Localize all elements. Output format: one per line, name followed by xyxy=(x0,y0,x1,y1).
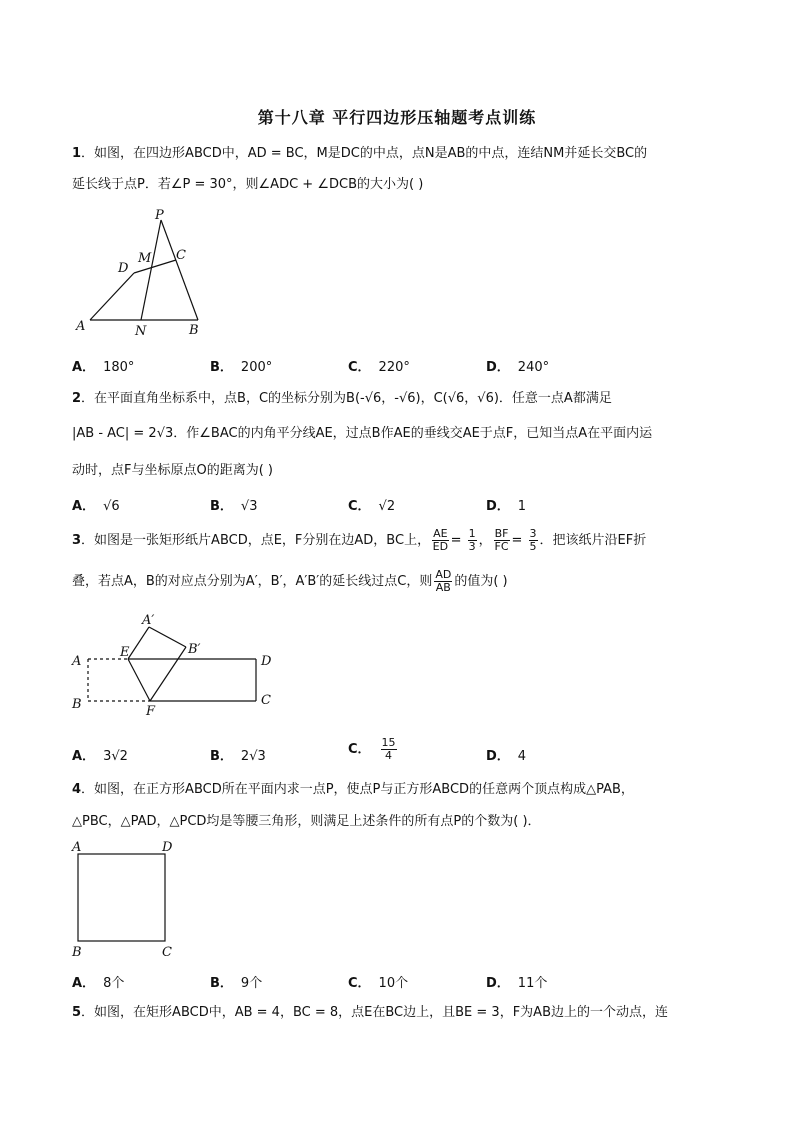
q3-label-a: A xyxy=(72,654,82,669)
q4-option-a[interactable]: A． 8个 xyxy=(72,976,125,991)
q3-label-d: D xyxy=(261,654,272,669)
q3-label-b-prime: B′ xyxy=(188,642,201,657)
q4-option-c[interactable]: C． 10个 xyxy=(348,976,409,991)
q4-square xyxy=(78,854,165,941)
q3-crease-ef xyxy=(128,659,150,701)
q1-label-c: C xyxy=(176,248,186,263)
q3-frac-ad-ab: $\frac{AD}{AB}$ xyxy=(435,568,452,594)
q1-option-a[interactable]: A． 180° xyxy=(72,360,135,375)
q4-text-1: ．如图，在正方形ABCD所在平面内求一点P，使点P与正方形ABCD的任意两个顶点构成△PAB， xyxy=(81,782,634,797)
q4-option-b[interactable]: B． 9个 xyxy=(210,976,263,991)
q5-text-1: ．如图，在矩形ABCD中，AB = 4，BC = 8，点E在BC边上，且BE = 3，F为AB边上的一个动点，连 xyxy=(81,1005,668,1020)
q3-figure xyxy=(66,607,286,722)
q2-line-2: |AB - AC| = 2√3．作∠BAC的内角平分线AE，过点B作AE的垂线交AE于点F，已知当点A在平面内运 xyxy=(72,426,653,441)
q3-fold-a-b xyxy=(149,627,186,647)
q1-option-b[interactable]: B． 200° xyxy=(210,360,273,375)
q3-text-2a: 叠，若点A，B的对应点分别为A′，B′，A′B′的延长线过点C，则 xyxy=(72,574,433,589)
q3-label-a-prime: A′ xyxy=(142,613,155,628)
q3-equals-2: = xyxy=(511,533,527,548)
q3-fold-a-e xyxy=(128,627,149,659)
q5-line-1 xyxy=(72,1003,668,1023)
q3-frac-ae-ed: $\frac{AE}{ED}$ xyxy=(432,527,449,553)
q4-label-c: C xyxy=(162,945,172,960)
q1-label-b: B xyxy=(189,323,199,338)
q1-line-2: 延长线于点P．若∠P = 30°，则∠ADC + ∠DCB的大小为( ) xyxy=(72,177,424,192)
q3-frac-bf-fc: $\frac{BF}{FC}$ xyxy=(494,527,509,553)
q2-line-1 xyxy=(72,389,612,409)
q1-option-c[interactable]: C． 220° xyxy=(348,360,410,375)
q1-figure xyxy=(70,205,220,340)
q4-option-d[interactable]: D． 11个 xyxy=(486,976,548,991)
q1-label-m: M xyxy=(138,251,152,266)
q2-option-a[interactable]: A． √6 xyxy=(72,499,120,514)
q1-label-a: A xyxy=(76,319,86,334)
q3-option-b[interactable]: B． 2√3 xyxy=(210,749,266,764)
q5-number: 5 xyxy=(72,1005,82,1020)
q3-option-c[interactable]: C． $\frac{15}{4}$ xyxy=(348,736,396,762)
q1-number: 1 xyxy=(72,146,82,161)
q3-label-c: C xyxy=(261,693,271,708)
page-title: 第十八章 平行四边形压轴题考点训练 xyxy=(257,108,537,127)
q3-option-d[interactable]: D． 4 xyxy=(486,749,527,764)
q3-text-2b: 的值为( ) xyxy=(454,574,508,589)
q4-figure xyxy=(66,838,186,962)
q1-text-1: ．如图，在四边形ABCD中，AD = BC，M是DC的中点，点N是AB的中点，连结NM并延长交BC的 xyxy=(81,146,648,161)
q2-option-c[interactable]: C． √2 xyxy=(348,499,396,514)
q4-line-2: △PBC，△PAD，△PCD均是等腰三角形，则满足上述条件的所有点P的个数为( )． xyxy=(72,814,541,829)
q2-option-b[interactable]: B． √3 xyxy=(210,499,258,514)
q1-label-d: D xyxy=(118,261,129,276)
q1-option-d[interactable]: D． 240° xyxy=(486,360,550,375)
q1-line-1 xyxy=(72,144,647,164)
q4-number: 4 xyxy=(72,782,82,797)
q4-label-b: B xyxy=(72,945,82,960)
q2-option-d[interactable]: D． 1 xyxy=(486,499,527,514)
q2-number: 2 xyxy=(72,391,82,406)
q3-frac-3-5: $\frac{3}{5}$ xyxy=(529,527,537,553)
q4-line-1 xyxy=(72,780,634,800)
q2-line-3: 动时，点F与坐标原点O的距离为( ) xyxy=(72,463,273,478)
q3-label-f: F xyxy=(146,704,156,719)
q3-comma: ， xyxy=(478,533,492,548)
q3-text-1b: ．把该纸片沿EF折 xyxy=(539,533,647,548)
q3-fold-b-f xyxy=(150,647,186,701)
q2-text-1: ．在平面直角坐标系中，点B，C的坐标分别为B(-√6，-√6)，C(√6，√6)．任意一点A都满足 xyxy=(81,391,612,406)
q3-option-a[interactable]: A． 3√2 xyxy=(72,749,128,764)
q3-label-e: E xyxy=(120,645,130,660)
q1-label-n: N xyxy=(135,324,147,339)
q3-frac-1-3: $\frac{1}{3}$ xyxy=(468,527,476,553)
q4-label-a: A xyxy=(72,840,82,855)
q3-line-2 xyxy=(72,569,508,595)
q1-line-bp xyxy=(161,220,198,320)
q3-label-b: B xyxy=(72,697,82,712)
q3-number: 3 xyxy=(72,533,82,548)
q1-label-p: P xyxy=(155,208,164,223)
q4-label-d: D xyxy=(162,840,173,855)
q3-options xyxy=(72,737,732,769)
q1-side-ad xyxy=(90,273,134,320)
q3-text-1a: ．如图是一张矩形纸片ABCD，点E，F分别在边AD，BC上， xyxy=(81,533,431,548)
q3-line-1 xyxy=(72,528,646,554)
q3-equals-1: = xyxy=(450,533,466,548)
